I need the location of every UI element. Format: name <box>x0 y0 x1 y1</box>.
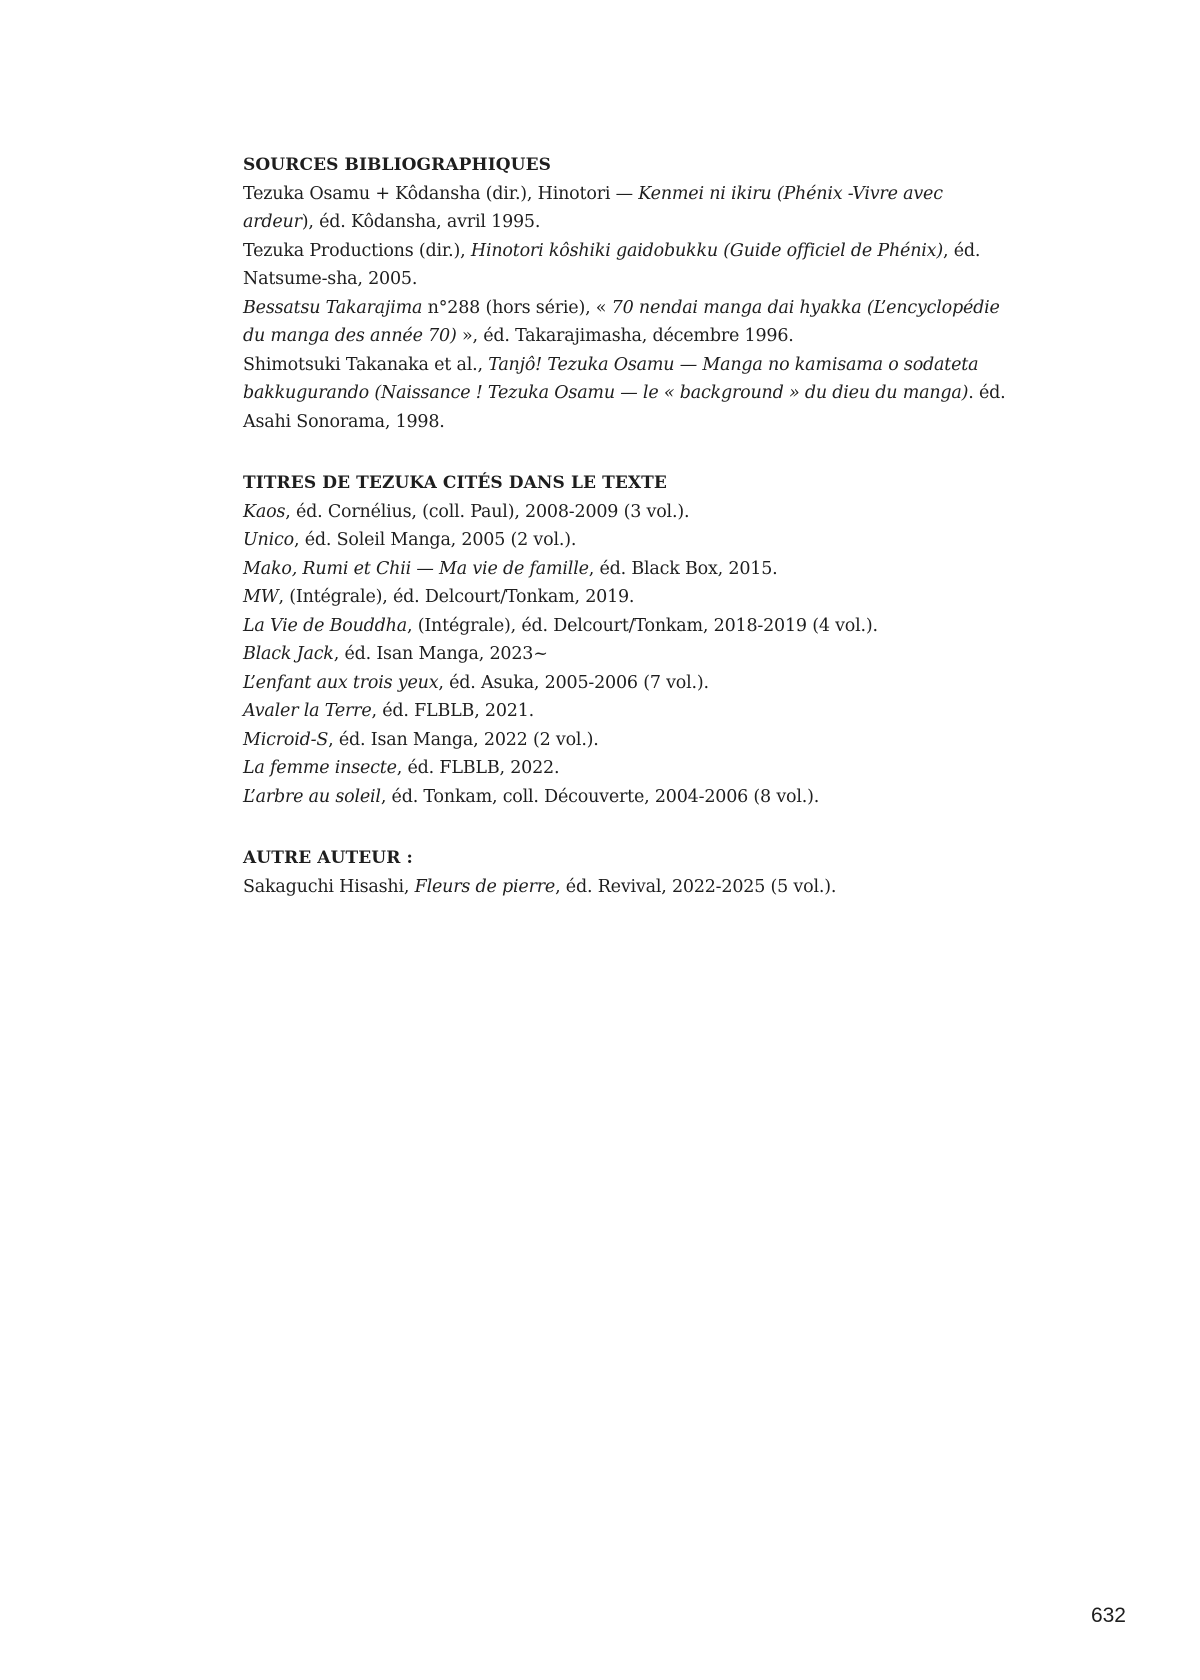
title-text: 70 nendai manga dai hyakka (L’encyclopédie du manga des année 70) <box>243 297 1000 346</box>
detail-text: , éd. FLBLB, 2022. <box>396 758 560 778</box>
bibliography-entry <box>243 669 1013 698</box>
detail-text: Shimotsuki Takanaka et al., <box>243 354 489 375</box>
title-text: L’arbre au soleil <box>243 786 381 807</box>
title-text: La Vie de Bouddha <box>243 615 407 636</box>
text-column <box>243 151 1013 901</box>
detail-text: Tezuka Productions (dir.), <box>243 240 471 261</box>
bibliography-entry <box>243 783 1013 812</box>
title-text: Microid-S <box>243 729 329 750</box>
detail-text: , éd. Isan Manga, 2022 (2 vol.). <box>328 729 599 750</box>
title-text: Kenmei ni ikiru (Phénix -Vivre avec ardeur <box>243 183 943 232</box>
title-text: Avaler la Terre <box>243 701 372 721</box>
section-titres-de-tezuka-cites-dans-le-texte <box>243 469 1013 811</box>
bibliography-entry <box>243 555 1013 584</box>
detail-text: n°288 (hors série), « <box>422 297 612 318</box>
detail-text: , éd. FLBLB, 2021. <box>371 701 535 721</box>
bibliography-entry <box>243 612 1013 641</box>
bibliography-entry <box>243 726 1013 755</box>
bibliography-entry <box>243 697 1013 726</box>
title-text: MW <box>243 587 279 607</box>
section-heading: TITRES DE TEZUKA CITÉS DANS LE TEXTE <box>243 473 667 493</box>
bibliography-entry <box>243 180 1013 237</box>
detail-text: , éd. Cornélius, (coll. Paul), 2008-2009 (3 vol.). <box>285 501 690 522</box>
title-text: La femme insecte <box>243 758 397 778</box>
title-text: Fleurs de pierre <box>414 876 556 897</box>
detail-text: , éd. Natsume-sha, 2005. <box>243 240 981 289</box>
section-sources-bibliographiques <box>243 151 1013 436</box>
section-heading: AUTRE AUTEUR : <box>243 848 413 868</box>
title-text: Unico <box>243 530 294 550</box>
bibliography-entry <box>243 351 1013 437</box>
bibliography-entry <box>243 640 1013 669</box>
detail-text: , éd. Revival, 2022-2025 (5 vol.). <box>555 876 837 897</box>
detail-text: , éd. Asuka, 2005-2006 (7 vol.). <box>438 672 709 693</box>
detail-text: , (Intégrale), éd. Delcourt/Tonkam, 2018-2019 (4 vol.). <box>406 615 878 636</box>
bibliography-entry <box>243 237 1013 294</box>
bibliography-entry <box>243 583 1013 612</box>
detail-text: Sakaguchi Hisashi, <box>243 876 415 897</box>
detail-text: , éd. Isan Manga, 2023~ <box>333 644 548 664</box>
title-text: Black Jack <box>243 644 334 664</box>
bibliography-entry <box>243 526 1013 555</box>
detail-text: , éd. Tonkam, coll. Découverte, 2004-2006 (8 vol.). <box>380 786 820 807</box>
title-text: Tanjô! Tezuka Osamu — Manga no kamisama o sodateta bakkugurando (Naissance ! Tezuka Osamu — le « background » du dieu du manga) <box>243 354 979 403</box>
detail-text: », éd. Takarajimasha, décembre 1996. <box>456 326 794 346</box>
detail-text: , éd. Soleil Manga, 2005 (2 vol.). <box>293 530 577 550</box>
detail-text: Tezuka Osamu + Kôdansha (dir.), Hinotori — <box>243 183 639 204</box>
bibliography-entry <box>243 498 1013 527</box>
bibliography-entry <box>243 294 1013 351</box>
detail-text: . éd. Asahi Sonorama, 1998. <box>243 383 1006 432</box>
detail-text: , éd. Black Box, 2015. <box>588 558 778 579</box>
title-text: Hinotori kôshiki gaidobukku (Guide officiel de Phénix) <box>470 240 943 261</box>
detail-text: ), éd. Kôdansha, avril 1995. <box>301 212 541 232</box>
page-number: 632 <box>1090 1604 1126 1627</box>
detail-text: , (Intégrale), éd. Delcourt/Tonkam, 2019. <box>278 587 635 607</box>
section-heading: SOURCES BIBLIOGRAPHIQUES <box>243 155 552 175</box>
title-text: Bessatsu Takarajima <box>243 297 423 318</box>
bibliography-entry <box>243 873 1013 902</box>
title-text: Kaos <box>243 501 286 522</box>
bibliography-entry <box>243 754 1013 783</box>
title-text: L’enfant aux trois yeux <box>243 672 439 693</box>
title-text: Mako, Rumi et Chii — Ma vie de famille <box>243 558 589 579</box>
section-autre-auteur <box>243 844 1013 901</box>
